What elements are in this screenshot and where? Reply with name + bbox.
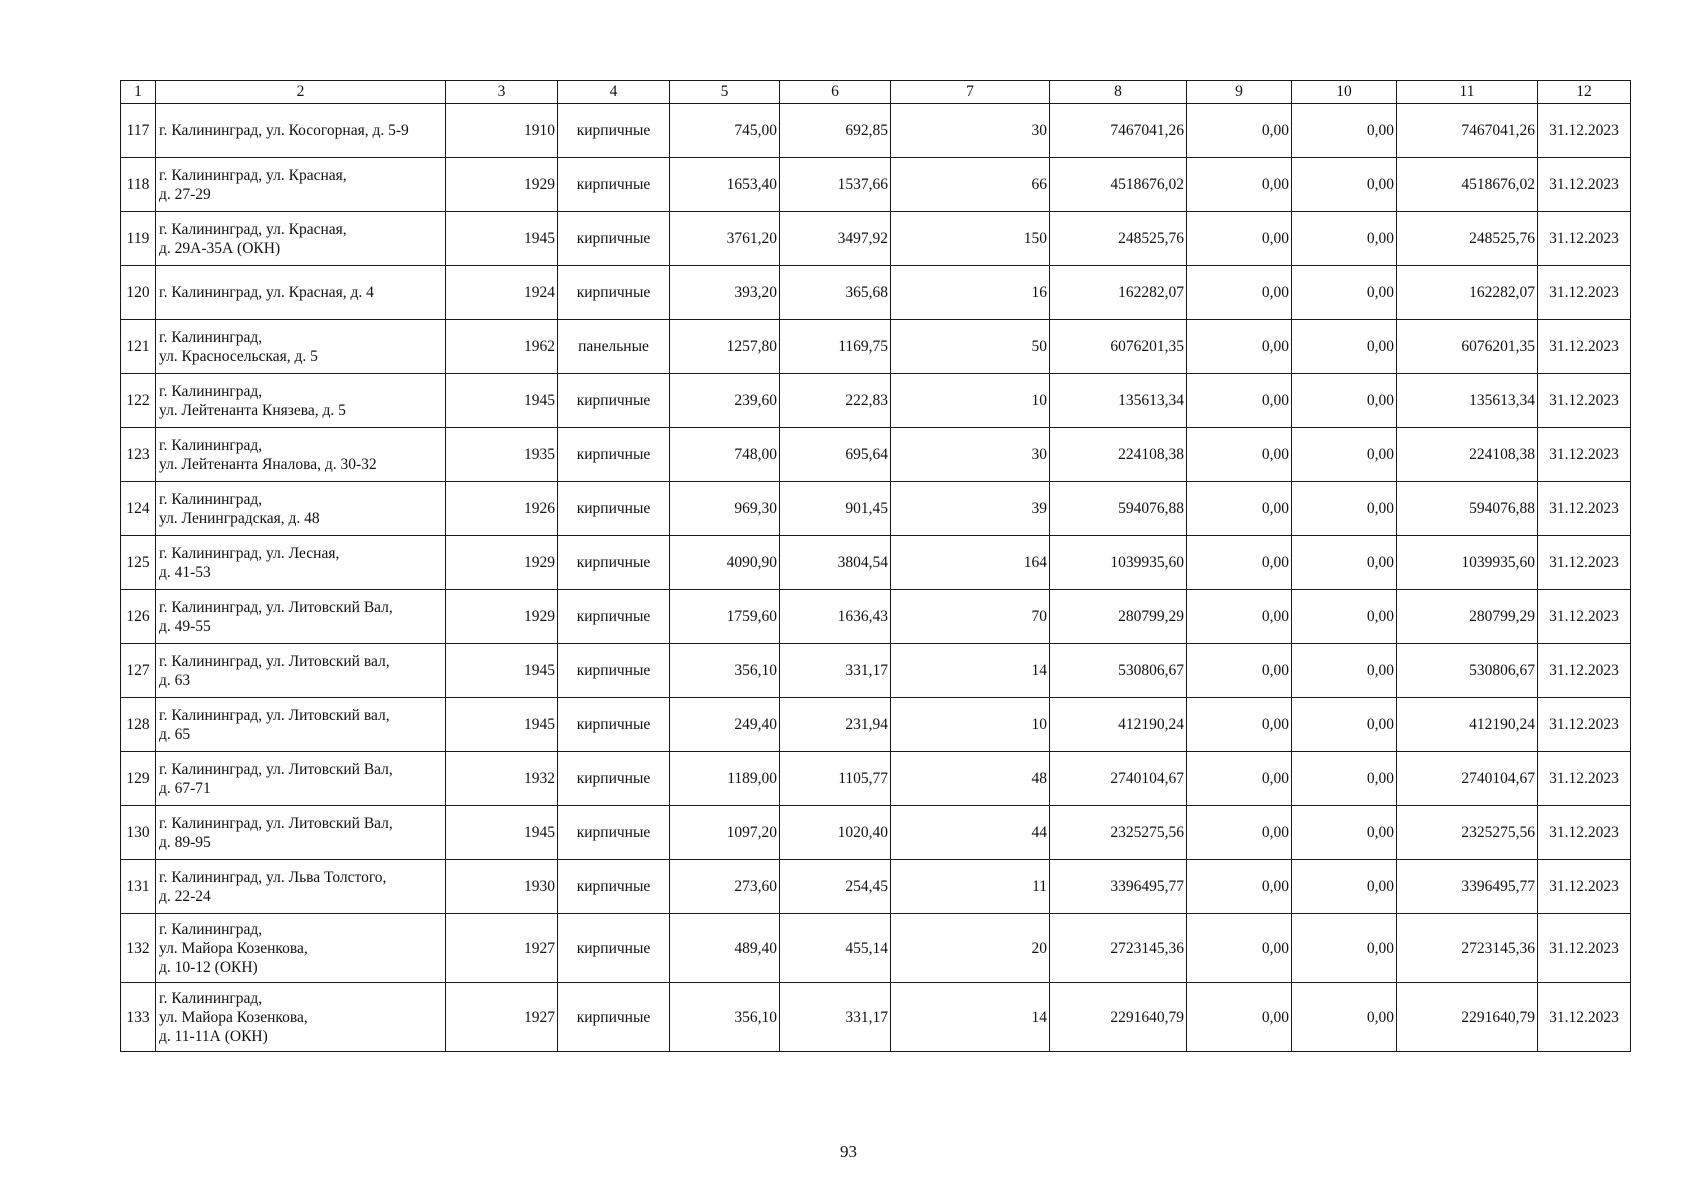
address-cell [156,590,446,644]
cost-fund-cell: 0,00 [1187,158,1292,212]
total-area-cell: 249,40 [670,698,780,752]
address-cell [156,914,446,983]
address-cell [156,860,446,914]
total-area-cell: 1097,20 [670,806,780,860]
living-area-cell: 692,85 [780,104,891,158]
cost-total-cell: 7467041,26 [1050,104,1187,158]
cost-total-cell: 248525,76 [1050,212,1187,266]
address-cell [156,374,446,428]
address-line: г. Калининград, [159,989,263,1007]
address-line: г. Калининград, [159,382,263,400]
cost-total-cell: 4518676,02 [1050,158,1187,212]
cost-total-cell: 412190,24 [1050,698,1187,752]
cost-budget-cell: 0,00 [1292,752,1397,806]
address-line: г. Калининград, ул. Литовский вал, [159,706,390,724]
table-row [121,644,1631,698]
address-cell [156,158,446,212]
address-cell [156,428,446,482]
residents-cell: 50 [891,320,1050,374]
column-header: 11 [1397,81,1538,104]
cost-total-cell: 2723145,36 [1050,914,1187,983]
table-row [121,860,1631,914]
year-cell: 1929 [446,158,558,212]
address-line: д. 41-53 [159,563,211,581]
table-row [121,983,1631,1052]
year-cell: 1930 [446,860,558,914]
table-row [121,320,1631,374]
row-number: 130 [121,806,156,860]
row-number: 127 [121,644,156,698]
cost-total-cell: 2325275,56 [1050,806,1187,860]
wall-material-cell: панельные [558,320,670,374]
cost-owners-cell: 7467041,26 [1397,104,1538,158]
cost-total-cell: 2740104,67 [1050,752,1187,806]
cost-owners-cell: 412190,24 [1397,698,1538,752]
cost-budget-cell: 0,00 [1292,806,1397,860]
cost-fund-cell: 0,00 [1187,983,1292,1052]
address-line: д. 11-11А (ОКН) [159,1027,268,1045]
table-row [121,536,1631,590]
cost-budget-cell: 0,00 [1292,698,1397,752]
address-cell [156,698,446,752]
total-area-cell: 745,00 [670,104,780,158]
column-header: 4 [558,81,670,104]
year-cell: 1926 [446,482,558,536]
cost-owners-cell: 3396495,77 [1397,860,1538,914]
total-area-cell: 1653,40 [670,158,780,212]
address-line: ул. Ленинградская, д. 48 [159,509,320,527]
column-header: 2 [156,81,446,104]
deadline-cell: 31.12.2023 [1538,806,1631,860]
address-line: ул. Красносельская, д. 5 [159,347,318,365]
cost-owners-cell: 2723145,36 [1397,914,1538,983]
deadline-cell: 31.12.2023 [1538,752,1631,806]
cost-total-cell: 162282,07 [1050,266,1187,320]
cost-budget-cell: 0,00 [1292,104,1397,158]
table-row [121,428,1631,482]
address-cell [156,536,446,590]
year-cell: 1945 [446,644,558,698]
housing-table [120,80,1631,1052]
cost-budget-cell: 0,00 [1292,644,1397,698]
cost-owners-cell: 2291640,79 [1397,983,1538,1052]
column-header: 10 [1292,81,1397,104]
living-area-cell: 3804,54 [780,536,891,590]
address-cell [156,266,446,320]
cost-owners-cell: 2740104,67 [1397,752,1538,806]
living-area-cell: 331,17 [780,983,891,1052]
row-number: 124 [121,482,156,536]
year-cell: 1929 [446,590,558,644]
address-line: г. Калининград, [159,436,263,454]
address-line: г. Калининград, ул. Литовский Вал, [159,814,393,832]
document-sheet [120,80,1630,1052]
column-header: 1 [121,81,156,104]
address-line: г. Калининград, [159,920,263,938]
cost-fund-cell: 0,00 [1187,536,1292,590]
cost-budget-cell: 0,00 [1292,212,1397,266]
address-line: ул. Лейтенанта Князева, д. 5 [159,401,346,419]
cost-budget-cell: 0,00 [1292,914,1397,983]
address-line: д. 63 [159,671,191,689]
wall-material-cell: кирпичные [558,104,670,158]
year-cell: 1932 [446,752,558,806]
deadline-cell: 31.12.2023 [1538,698,1631,752]
address-line: г. Калининград, ул. Литовский Вал, [159,598,393,616]
total-area-cell: 1257,80 [670,320,780,374]
deadline-cell: 31.12.2023 [1538,428,1631,482]
cost-total-cell: 224108,38 [1050,428,1187,482]
cost-budget-cell: 0,00 [1292,320,1397,374]
cost-fund-cell: 0,00 [1187,644,1292,698]
year-cell: 1962 [446,320,558,374]
row-number: 119 [121,212,156,266]
row-number: 126 [121,590,156,644]
table-row [121,212,1631,266]
living-area-cell: 455,14 [780,914,891,983]
residents-cell: 44 [891,806,1050,860]
living-area-cell: 254,45 [780,860,891,914]
residents-cell: 20 [891,914,1050,983]
cost-budget-cell: 0,00 [1292,860,1397,914]
wall-material-cell: кирпичные [558,374,670,428]
cost-total-cell: 6076201,35 [1050,320,1187,374]
cost-fund-cell: 0,00 [1187,590,1292,644]
residents-cell: 30 [891,104,1050,158]
wall-material-cell: кирпичные [558,482,670,536]
deadline-cell: 31.12.2023 [1538,536,1631,590]
total-area-cell: 489,40 [670,914,780,983]
residents-cell: 164 [891,536,1050,590]
cost-fund-cell: 0,00 [1187,698,1292,752]
address-cell [156,752,446,806]
residents-cell: 14 [891,983,1050,1052]
residents-cell: 10 [891,374,1050,428]
address-line: ул. Майора Козенкова, [159,1008,308,1026]
residents-cell: 70 [891,590,1050,644]
column-header: 6 [780,81,891,104]
wall-material-cell: кирпичные [558,644,670,698]
row-number: 125 [121,536,156,590]
table-row [121,104,1631,158]
living-area-cell: 331,17 [780,644,891,698]
address-line: г. Калининград, ул. Косогорная, д. 5-9 [159,122,409,139]
column-header: 7 [891,81,1050,104]
cost-budget-cell: 0,00 [1292,536,1397,590]
table-row [121,806,1631,860]
cost-owners-cell: 2325275,56 [1397,806,1538,860]
deadline-cell: 31.12.2023 [1538,320,1631,374]
address-cell [156,320,446,374]
address-line: ул. Майора Козенкова, [159,939,308,957]
year-cell: 1927 [446,983,558,1052]
column-header: 3 [446,81,558,104]
living-area-cell: 901,45 [780,482,891,536]
wall-material-cell: кирпичные [558,536,670,590]
deadline-cell: 31.12.2023 [1538,266,1631,320]
residents-cell: 150 [891,212,1050,266]
table-row [121,266,1631,320]
column-header: 12 [1538,81,1631,104]
living-area-cell: 1636,43 [780,590,891,644]
residents-cell: 66 [891,158,1050,212]
total-area-cell: 239,60 [670,374,780,428]
address-cell [156,482,446,536]
address-line: г. Калининград, ул. Литовский вал, [159,652,390,670]
living-area-cell: 231,94 [780,698,891,752]
cost-total-cell: 2291640,79 [1050,983,1187,1052]
living-area-cell: 1020,40 [780,806,891,860]
address-line: г. Калининград, [159,490,263,508]
wall-material-cell: кирпичные [558,590,670,644]
table-row [121,158,1631,212]
year-cell: 1945 [446,698,558,752]
column-header: 9 [1187,81,1292,104]
cost-owners-cell: 280799,29 [1397,590,1538,644]
living-area-cell: 695,64 [780,428,891,482]
cost-budget-cell: 0,00 [1292,482,1397,536]
cost-budget-cell: 0,00 [1292,374,1397,428]
deadline-cell: 31.12.2023 [1538,158,1631,212]
residents-cell: 48 [891,752,1050,806]
table-row [121,590,1631,644]
column-number-row [121,81,1631,104]
row-number: 122 [121,374,156,428]
cost-fund-cell: 0,00 [1187,266,1292,320]
cost-owners-cell: 1039935,60 [1397,536,1538,590]
table-row [121,752,1631,806]
address-line: г. Калининград, ул. Красная, [159,220,347,238]
address-line: г. Калининград, [159,328,263,346]
total-area-cell: 1759,60 [670,590,780,644]
table-row [121,482,1631,536]
total-area-cell: 4090,90 [670,536,780,590]
address-line: г. Калининград, ул. Литовский Вал, [159,760,393,778]
address-line: д. 22-24 [159,887,211,905]
cost-fund-cell: 0,00 [1187,860,1292,914]
cost-fund-cell: 0,00 [1187,752,1292,806]
cost-fund-cell: 0,00 [1187,806,1292,860]
row-number: 131 [121,860,156,914]
address-line: д. 27-29 [159,185,211,203]
wall-material-cell: кирпичные [558,983,670,1052]
deadline-cell: 31.12.2023 [1538,983,1631,1052]
cost-fund-cell: 0,00 [1187,914,1292,983]
year-cell: 1924 [446,266,558,320]
year-cell: 1935 [446,428,558,482]
residents-cell: 39 [891,482,1050,536]
year-cell: 1927 [446,914,558,983]
residents-cell: 30 [891,428,1050,482]
wall-material-cell: кирпичные [558,212,670,266]
living-area-cell: 3497,92 [780,212,891,266]
cost-owners-cell: 135613,34 [1397,374,1538,428]
deadline-cell: 31.12.2023 [1538,860,1631,914]
cost-total-cell: 530806,67 [1050,644,1187,698]
wall-material-cell: кирпичные [558,860,670,914]
cost-budget-cell: 0,00 [1292,590,1397,644]
total-area-cell: 969,30 [670,482,780,536]
row-number: 117 [121,104,156,158]
residents-cell: 10 [891,698,1050,752]
total-area-cell: 356,10 [670,983,780,1052]
address-line: д. 67-71 [159,779,211,797]
address-line: г. Калининград, ул. Лесная, [159,544,340,562]
address-line: г. Калининград, ул. Льва Толстого, [159,868,387,886]
row-number: 128 [121,698,156,752]
cost-owners-cell: 248525,76 [1397,212,1538,266]
total-area-cell: 273,60 [670,860,780,914]
wall-material-cell: кирпичные [558,428,670,482]
deadline-cell: 31.12.2023 [1538,482,1631,536]
table-row [121,698,1631,752]
table-body [121,104,1631,1052]
address-line: д. 89-95 [159,833,211,851]
wall-material-cell: кирпичные [558,914,670,983]
residents-cell: 11 [891,860,1050,914]
column-header: 8 [1050,81,1187,104]
year-cell: 1945 [446,212,558,266]
total-area-cell: 393,20 [670,266,780,320]
column-header: 5 [670,81,780,104]
deadline-cell: 31.12.2023 [1538,914,1631,983]
address-cell [156,644,446,698]
row-number: 123 [121,428,156,482]
cost-owners-cell: 6076201,35 [1397,320,1538,374]
cost-fund-cell: 0,00 [1187,212,1292,266]
cost-owners-cell: 530806,67 [1397,644,1538,698]
row-number: 120 [121,266,156,320]
total-area-cell: 3761,20 [670,212,780,266]
wall-material-cell: кирпичные [558,266,670,320]
deadline-cell: 31.12.2023 [1538,590,1631,644]
address-cell [156,983,446,1052]
year-cell: 1945 [446,806,558,860]
address-cell [156,104,446,158]
cost-owners-cell: 4518676,02 [1397,158,1538,212]
cost-total-cell: 1039935,60 [1050,536,1187,590]
cost-budget-cell: 0,00 [1292,158,1397,212]
total-area-cell: 356,10 [670,644,780,698]
address-line: г. Калининград, ул. Красная, д. 4 [159,284,374,301]
year-cell: 1929 [446,536,558,590]
living-area-cell: 1169,75 [780,320,891,374]
cost-fund-cell: 0,00 [1187,482,1292,536]
cost-budget-cell: 0,00 [1292,983,1397,1052]
address-line: д. 49-55 [159,617,211,635]
living-area-cell: 365,68 [780,266,891,320]
living-area-cell: 1537,66 [780,158,891,212]
wall-material-cell: кирпичные [558,752,670,806]
address-line: д. 29А-35А (ОКН) [159,239,281,257]
cost-budget-cell: 0,00 [1292,266,1397,320]
deadline-cell: 31.12.2023 [1538,374,1631,428]
deadline-cell: 31.12.2023 [1538,104,1631,158]
wall-material-cell: кирпичные [558,698,670,752]
cost-total-cell: 280799,29 [1050,590,1187,644]
wall-material-cell: кирпичные [558,158,670,212]
cost-fund-cell: 0,00 [1187,320,1292,374]
cost-fund-cell: 0,00 [1187,374,1292,428]
row-number: 133 [121,983,156,1052]
address-line: ул. Лейтенанта Яналова, д. 30-32 [159,455,377,473]
total-area-cell: 748,00 [670,428,780,482]
cost-fund-cell: 0,00 [1187,428,1292,482]
wall-material-cell: кирпичные [558,806,670,860]
cost-total-cell: 135613,34 [1050,374,1187,428]
address-cell [156,212,446,266]
row-number: 132 [121,914,156,983]
row-number: 129 [121,752,156,806]
cost-fund-cell: 0,00 [1187,104,1292,158]
cost-budget-cell: 0,00 [1292,428,1397,482]
address-cell [156,806,446,860]
cost-owners-cell: 224108,38 [1397,428,1538,482]
table-row [121,914,1631,983]
address-line: д. 10-12 (ОКН) [159,958,258,976]
row-number: 118 [121,158,156,212]
cost-owners-cell: 162282,07 [1397,266,1538,320]
year-cell: 1945 [446,374,558,428]
address-line: г. Калининград, ул. Красная, [159,166,347,184]
cost-total-cell: 594076,88 [1050,482,1187,536]
address-line: д. 65 [159,725,191,743]
living-area-cell: 1105,77 [780,752,891,806]
deadline-cell: 31.12.2023 [1538,212,1631,266]
deadline-cell: 31.12.2023 [1538,644,1631,698]
residents-cell: 14 [891,644,1050,698]
table-row [121,374,1631,428]
cost-owners-cell: 594076,88 [1397,482,1538,536]
page-number: 93 [840,1142,857,1161]
total-area-cell: 1189,00 [670,752,780,806]
row-number: 121 [121,320,156,374]
residents-cell: 16 [891,266,1050,320]
year-cell: 1910 [446,104,558,158]
cost-total-cell: 3396495,77 [1050,860,1187,914]
living-area-cell: 222,83 [780,374,891,428]
